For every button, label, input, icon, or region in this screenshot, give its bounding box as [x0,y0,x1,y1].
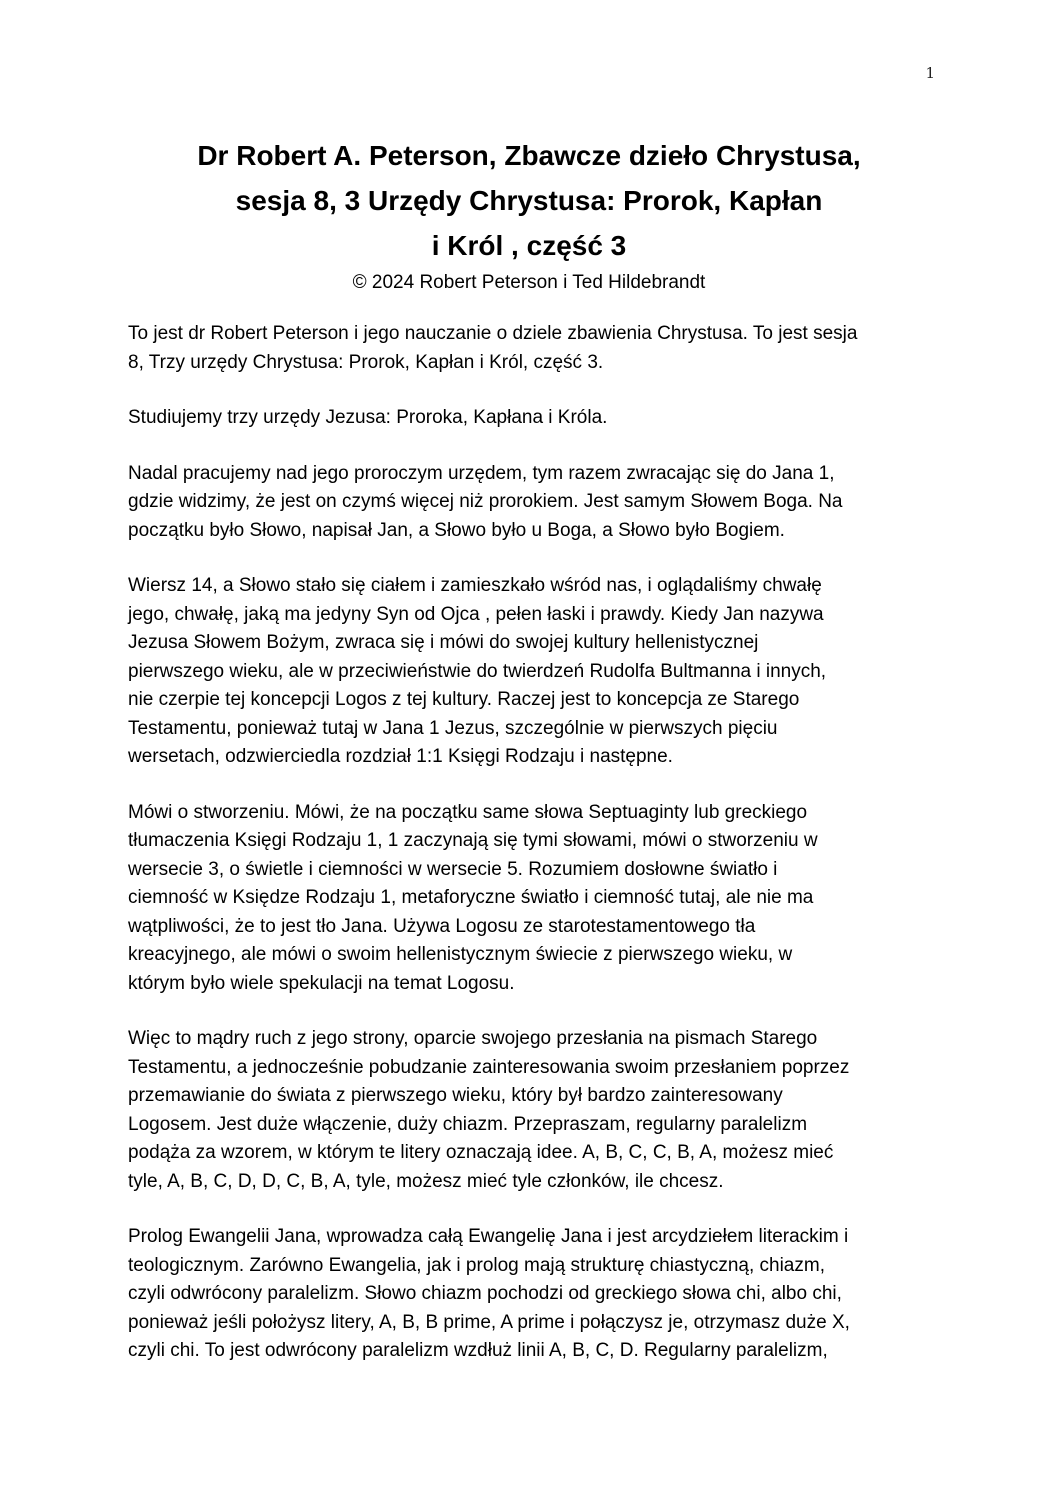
paragraph [128,572,943,772]
title-line: i Król , część 3 [431,230,627,261]
text-line: Prolog Ewangelii Jana, wprowadza całą Ewangelię Jana i jest arcydziełem literackim i [128,1226,849,1247]
copyright-notice: © 2024 Robert Peterson i Ted Hildebrandt [352,272,706,293]
text-line: To jest dr Robert Peterson i jego nauczanie o dziele zbawienia Chrystusa. To jest sesja [128,323,858,344]
text-line: 8, Trzy urzędy Chrystusa: Prorok, Kapłan i Król, część 3. [128,351,604,373]
text-line: gdzie widzimy, że jest on czymś więcej niż prorokiem. Jest samym Słowem Boga. Na [128,491,843,512]
text-line: czyli odwrócony paralelizm. Słowo chiazm pochodzi od greckiego słowa chi, albo chi, [128,1283,842,1304]
text-line: Nadal pracujemy nad jego proroczym urzędem, tym razem zwracając się do Jana 1, [128,462,835,484]
text-line: Testamentu, ponieważ tutaj w Jana 1 Jezus, szczególnie w pierwszych pięciu [128,717,778,739]
title-block [120,133,938,296]
text-line: podąża za wzorem, w którym te litery oznaczają idee. A, B, C, C, B, A, możesz mieć [128,1142,834,1163]
text-line: Wiersz 14, a Słowo stało się ciałem i zamieszkało wśród nas, i oglądaliśmy chwałę [128,575,822,596]
text-line: jego, chwałę, jaką ma jedyny Syn od Ojca , pełen łaski i prawdy. Kiedy Jan nazywa [128,603,824,625]
paragraph [128,404,943,433]
paragraph [128,799,943,999]
text-line: Logosem. Jest duże włączenie, duży chiazm. Przepraszam, regularny paralelizm [128,1113,808,1135]
text-line: początku było Słowo, napisał Jan, a Słowo było u Boga, a Słowo było Bogiem. [128,519,785,541]
text-line: wersetach, odzwierciedla rozdział 1:1 Księgi Rodzaju i następne. [128,746,673,767]
text-line: Studiujemy trzy urzędy Jezusa: Proroka, Kapłana i Króla. [128,407,608,428]
text-line: kreacyjnego, ale mówi o swoim hellenistycznym świecie z pierwszego wieku, w [128,944,793,965]
body-text [128,320,943,1393]
text-line: wersecie 3, o świetle i ciemności w wersecie 5. Rozumiem dosłowne światło i [128,858,778,880]
text-line: ponieważ jeśli położysz litery, A, B, B prime, A prime i połączysz je, otrzymasz duże X, [128,1311,850,1333]
paragraph [128,460,943,546]
title-line: sesja 8, 3 Urzędy Chrystusa: Prorok, Kapłan [235,185,823,216]
text-line: wątpliwości, że to jest tło Jana. Używa Logosu ze starotestamentowego tła [128,915,756,937]
title-line: Dr Robert A. Peterson, Zbawcze dzieło Chrystusa, [197,140,861,171]
text-line: teologicznym. Zarówno Ewangelia, jak i prolog mają strukturę chiastyczną, chiazm, [128,1254,825,1276]
text-line: Jezusa Słowem Bożym, zwraca się i mówi do swojej kultury hellenistycznej [128,632,759,653]
text-line: Testamentu, a jednocześnie pobudzanie zainteresowania swoim przesłaniem poprzez [128,1056,850,1078]
paragraph [128,1025,943,1196]
text-line: Więc to mądry ruch z jego strony, oparcie swojego przesłania na pismach Starego [128,1028,818,1049]
text-line: czyli chi. To jest odwrócony paralelizm wzdłuż linii A, B, C, D. Regularny paralelizm, [128,1340,828,1361]
text-line: którym było wiele spekulacji na temat Logosu. [128,972,515,994]
text-line: nie czerpie tej koncepcji Logos z tej kultury. Raczej jest to koncepcja ze Starego [128,689,800,710]
text-line: pierwszego wieku, ale w przeciwieństwie do twierdzeń Rudolfa Bultmanna i innych, [128,660,827,682]
text-line: ciemność w Księdze Rodzaju 1, metaforyczne światło i ciemność tutaj, ale nie ma [128,887,814,908]
page-number: 1 [925,64,935,82]
text-line: Mówi o stworzeniu. Mówi, że na początku same słowa Septuaginty lub greckiego [128,801,808,823]
paragraph [128,320,943,377]
text-line: tyle, A, B, C, D, D, C, B, A, tyle, możesz mieć tyle członków, ile chcesz. [128,1170,724,1192]
paragraph [128,1223,943,1366]
text-line: przemawianie do świata z pierwszego wieku, który był bardzo zainteresowany [128,1085,783,1106]
text-line: tłumaczenia Księgi Rodzaju 1, 1 zaczynają się tymi słowami, mówi o stworzeniu w [128,830,818,851]
